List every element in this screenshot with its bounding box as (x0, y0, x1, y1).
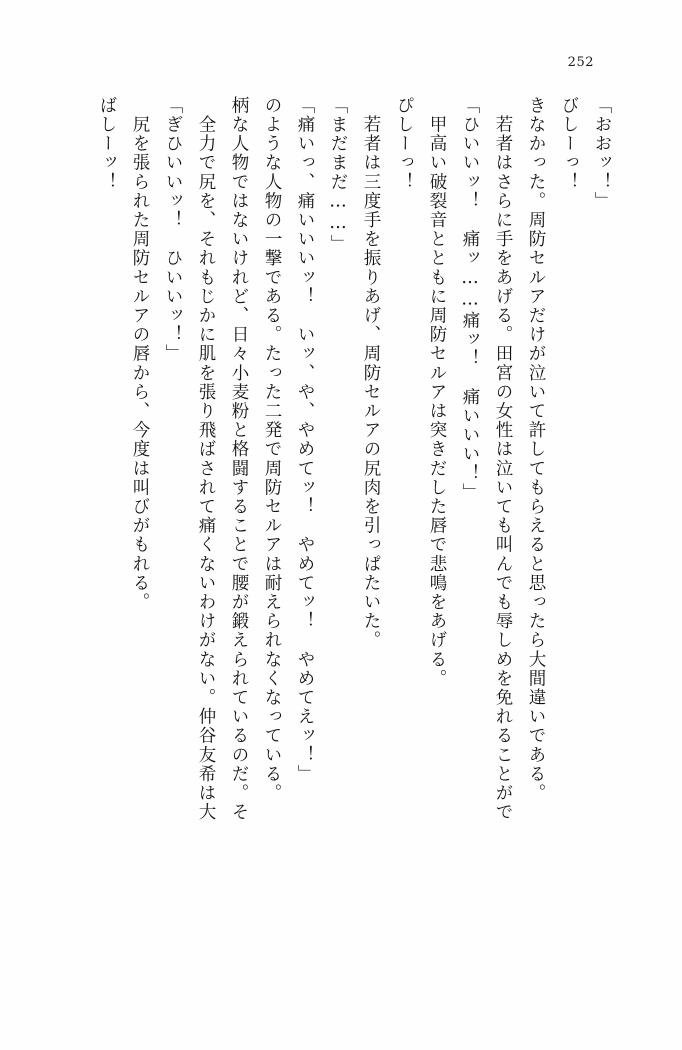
text-column: びしーっ！ (559, 96, 579, 192)
text-column: 甲高い破裂音とともに周防セルアは突きだした唇で悲鳴をあげる。 (427, 96, 447, 689)
vertical-text-body (56, 96, 610, 936)
text-column: 「ひいいッ！ 痛ッ……痛ッ！ 痛いいい！」 (460, 96, 480, 503)
text-column: 柄な人物ではないけれど、日々小麦粉と格闘することで腰が鍛えられているのだ。そ (229, 96, 249, 822)
text-column: 「痛いっ、痛いいいッ！ いッ、や、やめてッ！ やめてッ！ やめてえッ！」 (295, 96, 315, 784)
text-column: 全力で尻を、それもじかに肌を張り飛ばされて痛くないわけがない。仲谷友希は大 (196, 96, 216, 822)
text-column: 尻を張られた周防セルアの唇から、今度は叫びがもれる。 (130, 96, 150, 612)
text-column: 若者はさらに手をあげる。田宮の女性は泣いても叫んでも辱しめを免れることがで (493, 96, 513, 822)
text-column: 「まだまだ……」 (328, 96, 348, 254)
text-column: のような人物の一撃である。たった二発で周防セルアは耐えられなくなっている。 (262, 96, 282, 803)
text-column: ぴしーっ！ (394, 96, 414, 192)
text-column: ばしーッ！ (97, 96, 117, 192)
text-column: きなかった。周防セルアだけが泣いて許してもらえると思ったら大間違いである。 (526, 96, 546, 803)
text-column: 「おおッ！」 (592, 96, 612, 211)
page-number: 252 (567, 55, 594, 70)
text-column: 若者は三度手を振りあげ、周防セルアの尻肉を引っぱたいた。 (361, 96, 381, 650)
text-column: 「ぎひいいッ！ ひいいッ！」 (163, 96, 183, 364)
